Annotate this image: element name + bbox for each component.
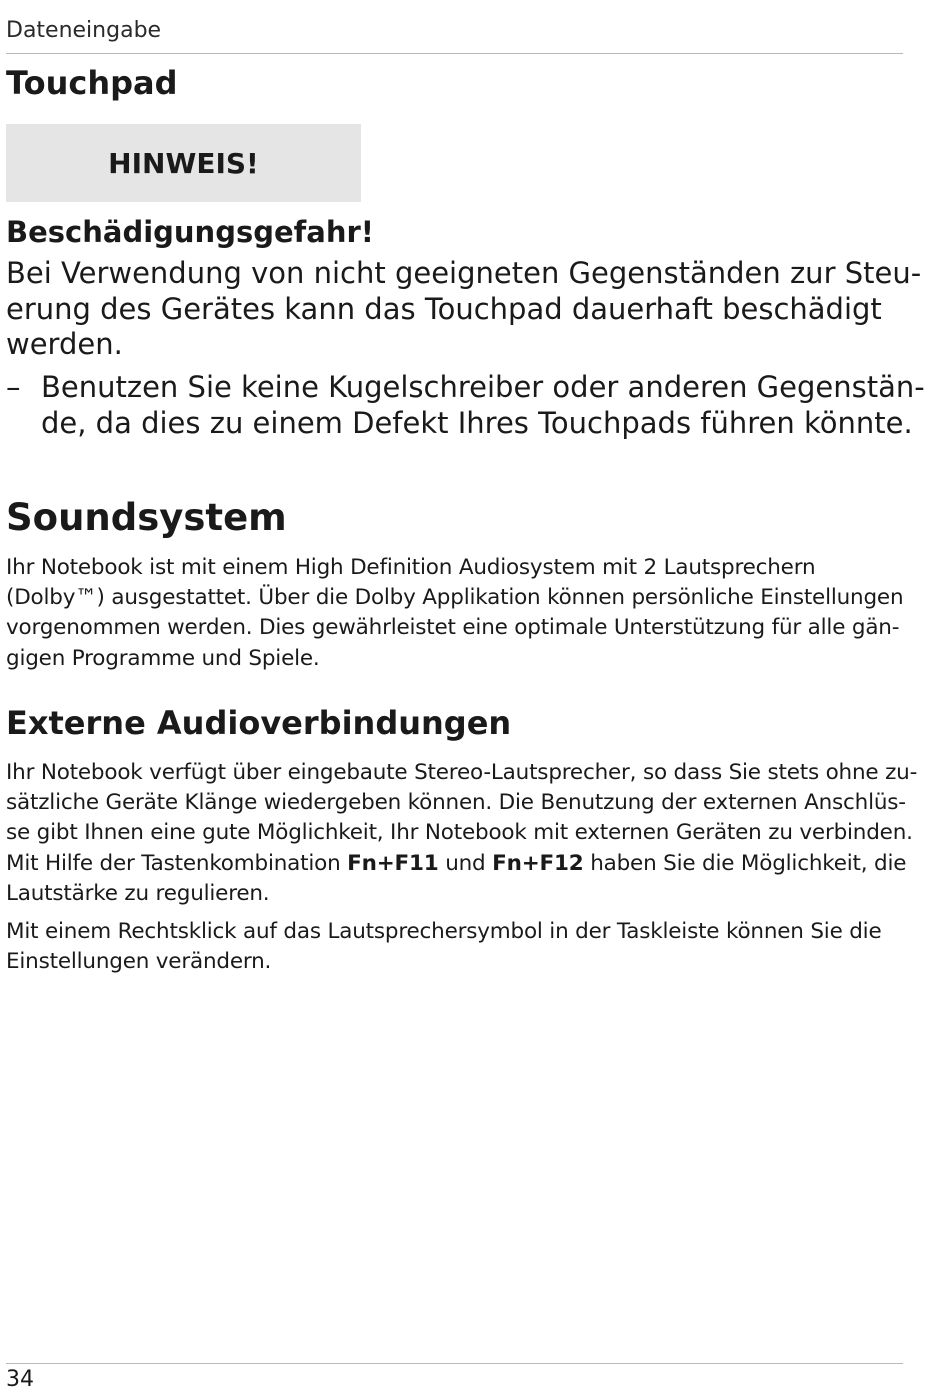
line-text: haben Sie die Möglichkeit, die [583, 850, 907, 876]
footer-rule [6, 1363, 903, 1364]
paragraph-line: Einstellungen verändern. [6, 949, 272, 975]
warning-line: erung des Gerätes kann das Touchpad dauerhaft beschädigt [6, 291, 882, 326]
heading-external-audio: Externe Audioverbindungen [6, 704, 512, 742]
running-header: Dateneingabe [6, 18, 162, 43]
key-combo-volume-up: Fn+F12 [492, 850, 584, 876]
warning-text [6, 256, 922, 363]
paragraph-line: vorgenommen werden. Dies gewährleistet eine optimale Unterstützung für alle gän- [6, 615, 900, 641]
external-audio-paragraph-2 [6, 917, 906, 977]
page-number: 34 [6, 1367, 34, 1392]
paragraph-line: Lautstärke zu regulieren. [6, 880, 270, 906]
line-text: und [438, 850, 493, 876]
paragraph-line: gigen Programme und Spiele. [6, 645, 320, 671]
warning-line: Bei Verwendung von nicht geeigneten Gegenständen zur Steu- [6, 256, 922, 290]
notice-label: HINWEIS! [108, 146, 259, 180]
soundsystem-paragraph [6, 553, 906, 674]
bullet-text [41, 370, 925, 441]
bullet-dash: – [6, 370, 21, 404]
paragraph-line: Ihr Notebook verfügt über eingebaute Stereo-Lautsprecher, so dass Sie stets ohne zu- [6, 760, 918, 785]
heading-soundsystem: Soundsystem [6, 496, 287, 539]
external-audio-paragraph-1 [6, 758, 918, 909]
paragraph-line: Ihr Notebook ist mit einem High Definition Audiosystem mit 2 Lautsprechern [6, 555, 816, 580]
heading-touchpad: Touchpad [6, 64, 178, 102]
paragraph-line [6, 849, 906, 879]
paragraph-line: se gibt Ihnen eine gute Möglichkeit, Ihr Notebook mit externen Geräten zu verbinden. [6, 820, 913, 846]
line-text: Mit Hilfe der Tastenkombination [6, 850, 348, 876]
key-combo-volume-down: Fn+F11 [347, 850, 439, 876]
paragraph-line: Mit einem Rechtsklick auf das Lautsprechersymbol in der Taskleiste können Sie die [6, 919, 882, 944]
header-rule [6, 53, 903, 54]
notice-box [6, 124, 361, 202]
paragraph-line: sätzliche Geräte Klänge wiedergeben können. Die Benutzung der externen Anschlüs- [6, 790, 906, 816]
paragraph-line: (Dolby™) ausgestattet. Über die Dolby Applikation können persönliche Einstellungen [6, 585, 904, 611]
warning-title: Beschädigungsgefahr! [6, 215, 374, 249]
bullet-line: de, da dies zu einem Defekt Ihres Touchpads führen könnte. [41, 405, 913, 440]
warning-line: werden. [6, 327, 123, 361]
bullet-line: Benutzen Sie keine Kugelschreiber oder anderen Gegenstän- [41, 370, 925, 404]
